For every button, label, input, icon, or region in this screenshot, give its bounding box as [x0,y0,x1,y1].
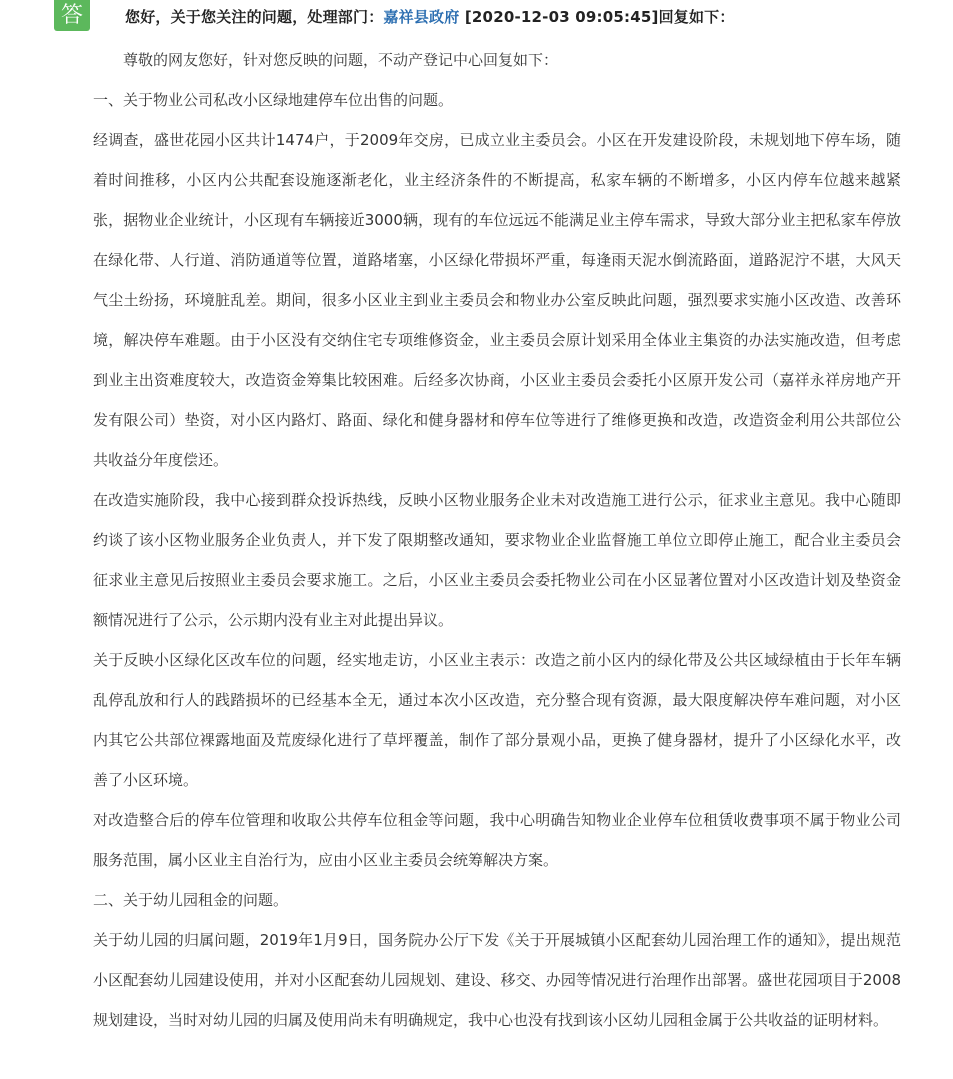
paragraph-parking-management: 对改造整合后的停车位管理和收取公共停车位租金等问题，我中心明确告知物业企业停车位租赁收费事项不属于物业公司服务范围，属小区业主自治行为，应由小区业主委员会统筹解决方案。 [93,811,901,869]
answer-badge: 答 [54,0,90,31]
reply-header [125,6,735,27]
reply-body [93,40,901,1040]
paragraph-greenbelt: 关于反映小区绿化区改车位的问题，经实地走访，小区业主表示：改造之前小区内的绿化带及公共区域绿植由于长年车辆乱停乱放和行人的践踏损坏的已经基本全无，通过本次小区改造，充分整合现有资源，最大限度解决停车难问题，对小区内其它公共部位裸露地面及荒废绿化进行了草坪覆盖，制作了部分景观小品，更换了健身器材，提升了小区绿化水平，改善了小区环境。 [93,651,901,789]
reply-timestamp: [2020-12-03 09:05:45] [464,8,659,26]
paragraph-implementation: 在改造实施阶段，我中心接到群众投诉热线，反映小区物业服务企业未对改造施工进行公示，征求业主意见。我中心随即约谈了该小区物业服务企业负责人，并下发了限期整改通知，要求物业企业监督施工单位立即停止施工，配合业主委员会征求业主意见后按照业主委员会要求施工。之后，小区业主委员会委托物业公司在小区显著位置对小区改造计划及垫资金额情况进行了公示，公示期内没有业主对此提出异议。 [93,491,901,629]
greeting-paragraph: 尊敬的网友您好，针对您反映的问题，不动产登记中心回复如下： [123,51,559,69]
reply-header-suffix: 回复如下： [658,8,735,26]
reply-header-prefix: 您好，关于您关注的问题，处理部门： [125,8,384,26]
section-heading-parking: 一、关于物业公司私改小区绿地建停车位出售的问题。 [93,91,454,109]
paragraph-kindergarten: 关于幼儿园的归属问题，2019年1月9日，国务院办公厅下发《关于开展城镇小区配套幼儿园治理工作的通知》，提出规范小区配套幼儿园建设使用，并对小区配套幼儿园规划、建设、移交、办园等情况进行治理作出部署。盛世花园项目于2008规划建设，当时对幼儿园的归属及使用尚未有明确规定，我中心也没有找到该小区幼儿园租金属于公共收益的证明材料。 [93,931,901,1029]
section-heading-kindergarten: 二、关于幼儿园租金的问题。 [93,891,289,909]
paragraph-investigation: 经调查，盛世花园小区共计1474户，于2009年交房，已成立业主委员会。小区在开发建设阶段，未规划地下停车场，随着时间推移，小区内公共配套设施逐渐老化，业主经济条件的不断提高，私家车辆的不断增多，小区内停车位越来越紧张，据物业企业统计，小区现有车辆接近3000辆，现有的车位远远不能满足业主停车需求，导致大部分业主把私家车停放在绿化带、人行道、消防通道等位置，道路堵塞，小区绿化带损坏严重，每逢雨天泥水倒流路面，道路泥泞不堪，大风天气尘土纷扬，环境脏乱差。期间，很多小区业主到业主委员会和物业办公室反映此问题，强烈要求实施小区改造、改善环境，解决停车难题。由于小区没有交纳住宅专项维修资金，业主委员会原计划采用全体业主集资的办法实施改造，但考虑到业主出资难度较大，改造资金筹集比较困难。后经多次协商，小区业主委员会委托小区原开发公司（嘉祥永祥房地产开发有限公司）垫资，对小区内路灯、路面、绿化和健身器材和停车位等进行了维修更换和改造，改造资金利用公共部位公共收益分年度偿还。 [93,131,901,469]
department-name: 嘉祥县政府 [383,8,460,26]
